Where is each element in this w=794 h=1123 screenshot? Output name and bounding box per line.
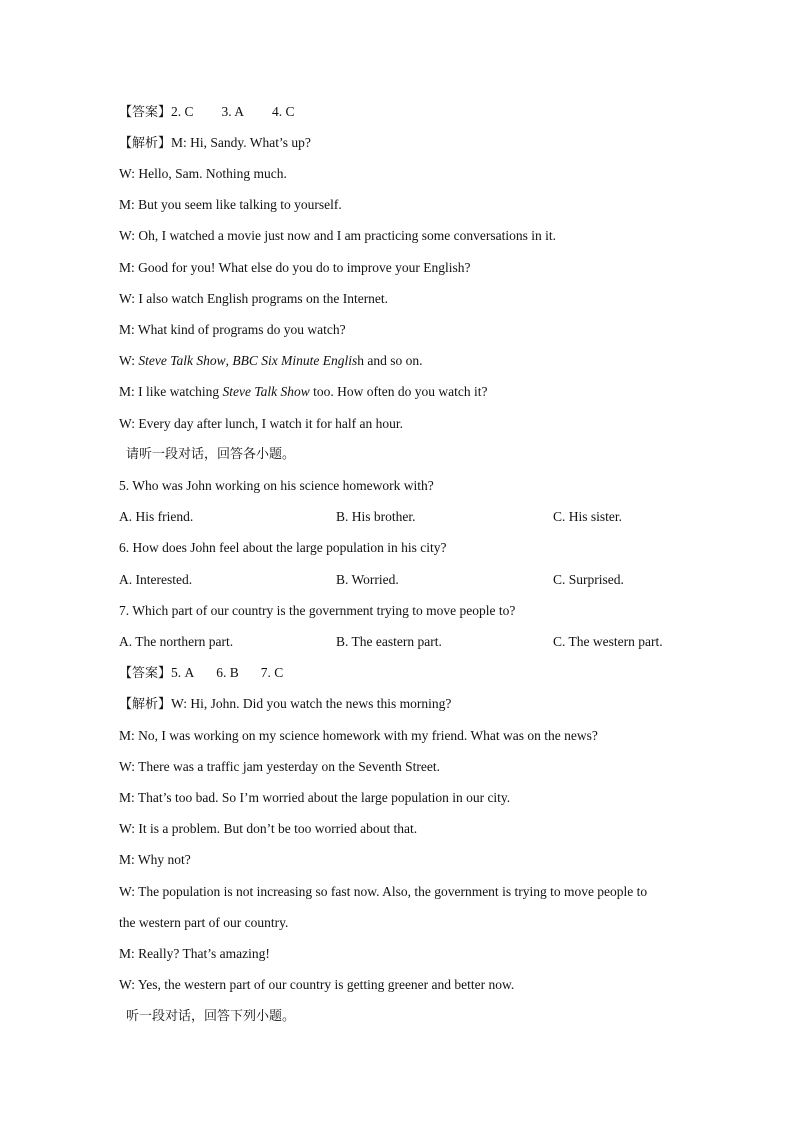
dialogue-line: W: Every day after lunch, I watch it for half an hour.	[119, 416, 404, 431]
dialogue-line: M: Hi, Sandy. What’s up?	[171, 135, 311, 150]
answer-line-2	[119, 664, 283, 683]
instruction-text: 听一段对话，回答下列小题。	[126, 1009, 296, 1024]
analysis-line-1	[119, 134, 311, 153]
dialogue-line: W: Yes, the western part of our country is getting greener and better now.	[119, 977, 515, 992]
analysis-line-2	[119, 695, 451, 714]
answer-tag: 【答案】	[119, 105, 172, 120]
dialogue-line-shows: W: Steve Talk Show, BBC Six Minute English and so on.	[119, 353, 423, 368]
dialogue-line: M: No, I was working on my science homework with my friend. What was on the news?	[119, 728, 598, 743]
dialogue-line: W: It is a problem. But don’t be too worried about that.	[119, 821, 418, 836]
dialogue-line: M: Really? That’s amazing!	[119, 946, 270, 961]
option-b: B. Worried.	[336, 572, 399, 587]
option-a: A. The northern part.	[119, 634, 234, 649]
answer-item: 5. A	[171, 665, 195, 680]
dialogue-line: M: What kind of programs do you watch?	[119, 322, 346, 337]
question-text: 5. Who was John working on his science homework with?	[119, 478, 434, 493]
answer-item: 2. C	[171, 104, 194, 119]
dialogue-line: W: Hi, John. Did you watch the news this morning?	[171, 696, 452, 711]
option-b: B. His brother.	[336, 509, 416, 524]
dialogue-line: the western part of our country.	[119, 915, 289, 930]
option-a: A. Interested.	[119, 572, 193, 587]
answer-item: 6. B	[216, 665, 239, 680]
dialogue-line: W: I also watch English programs on the Internet.	[119, 291, 389, 306]
option-c: C. His sister.	[553, 509, 623, 524]
option-c: C. The western part.	[553, 634, 663, 649]
dialogue-line: W: Oh, I watched a movie just now and I am practicing some conversations in it.	[119, 228, 557, 243]
analysis-tag: 【解析】	[119, 136, 172, 151]
option-c: C. Surprised.	[553, 572, 624, 587]
show-title: BBC Six Minute Englis	[232, 353, 358, 368]
answer-item: 4. C	[272, 104, 295, 119]
answer-item: 7. C	[260, 665, 284, 680]
option-b: B. The eastern part.	[336, 634, 442, 649]
option-a: A. His friend.	[119, 509, 194, 524]
dialogue-line: W: The population is not increasing so fast now. Also, the government is trying to move people to	[119, 884, 648, 899]
answer-line-1	[119, 103, 295, 122]
instruction-text: 请听一段对话，回答各小题。	[126, 447, 296, 462]
answer-item: 3. A	[221, 104, 245, 119]
question-text: 7. Which part of our country is the government trying to move people to?	[119, 603, 516, 618]
dialogue-line-like: M: I like watching Steve Talk Show too. How often do you watch it?	[119, 384, 488, 399]
dialogue-line: M: That’s too bad. So I’m worried about the large population in our city.	[119, 790, 511, 805]
answer-tag: 【答案】	[119, 666, 172, 681]
question-text: 6. How does John feel about the large population in his city?	[119, 540, 447, 555]
dialogue-line: M: But you seem like talking to yourself.	[119, 197, 342, 212]
dialogue-line: M: Good for you! What else do you do to improve your English?	[119, 260, 471, 275]
show-title: Steve Talk Show	[138, 353, 226, 368]
show-title: Steve Talk Show	[222, 384, 310, 399]
dialogue-line: M: Why not?	[119, 852, 191, 867]
analysis-tag: 【解析】	[119, 697, 172, 712]
dialogue-line: W: Hello, Sam. Nothing much.	[119, 166, 287, 181]
dialogue-line: W: There was a traffic jam yesterday on the Seventh Street.	[119, 759, 441, 774]
